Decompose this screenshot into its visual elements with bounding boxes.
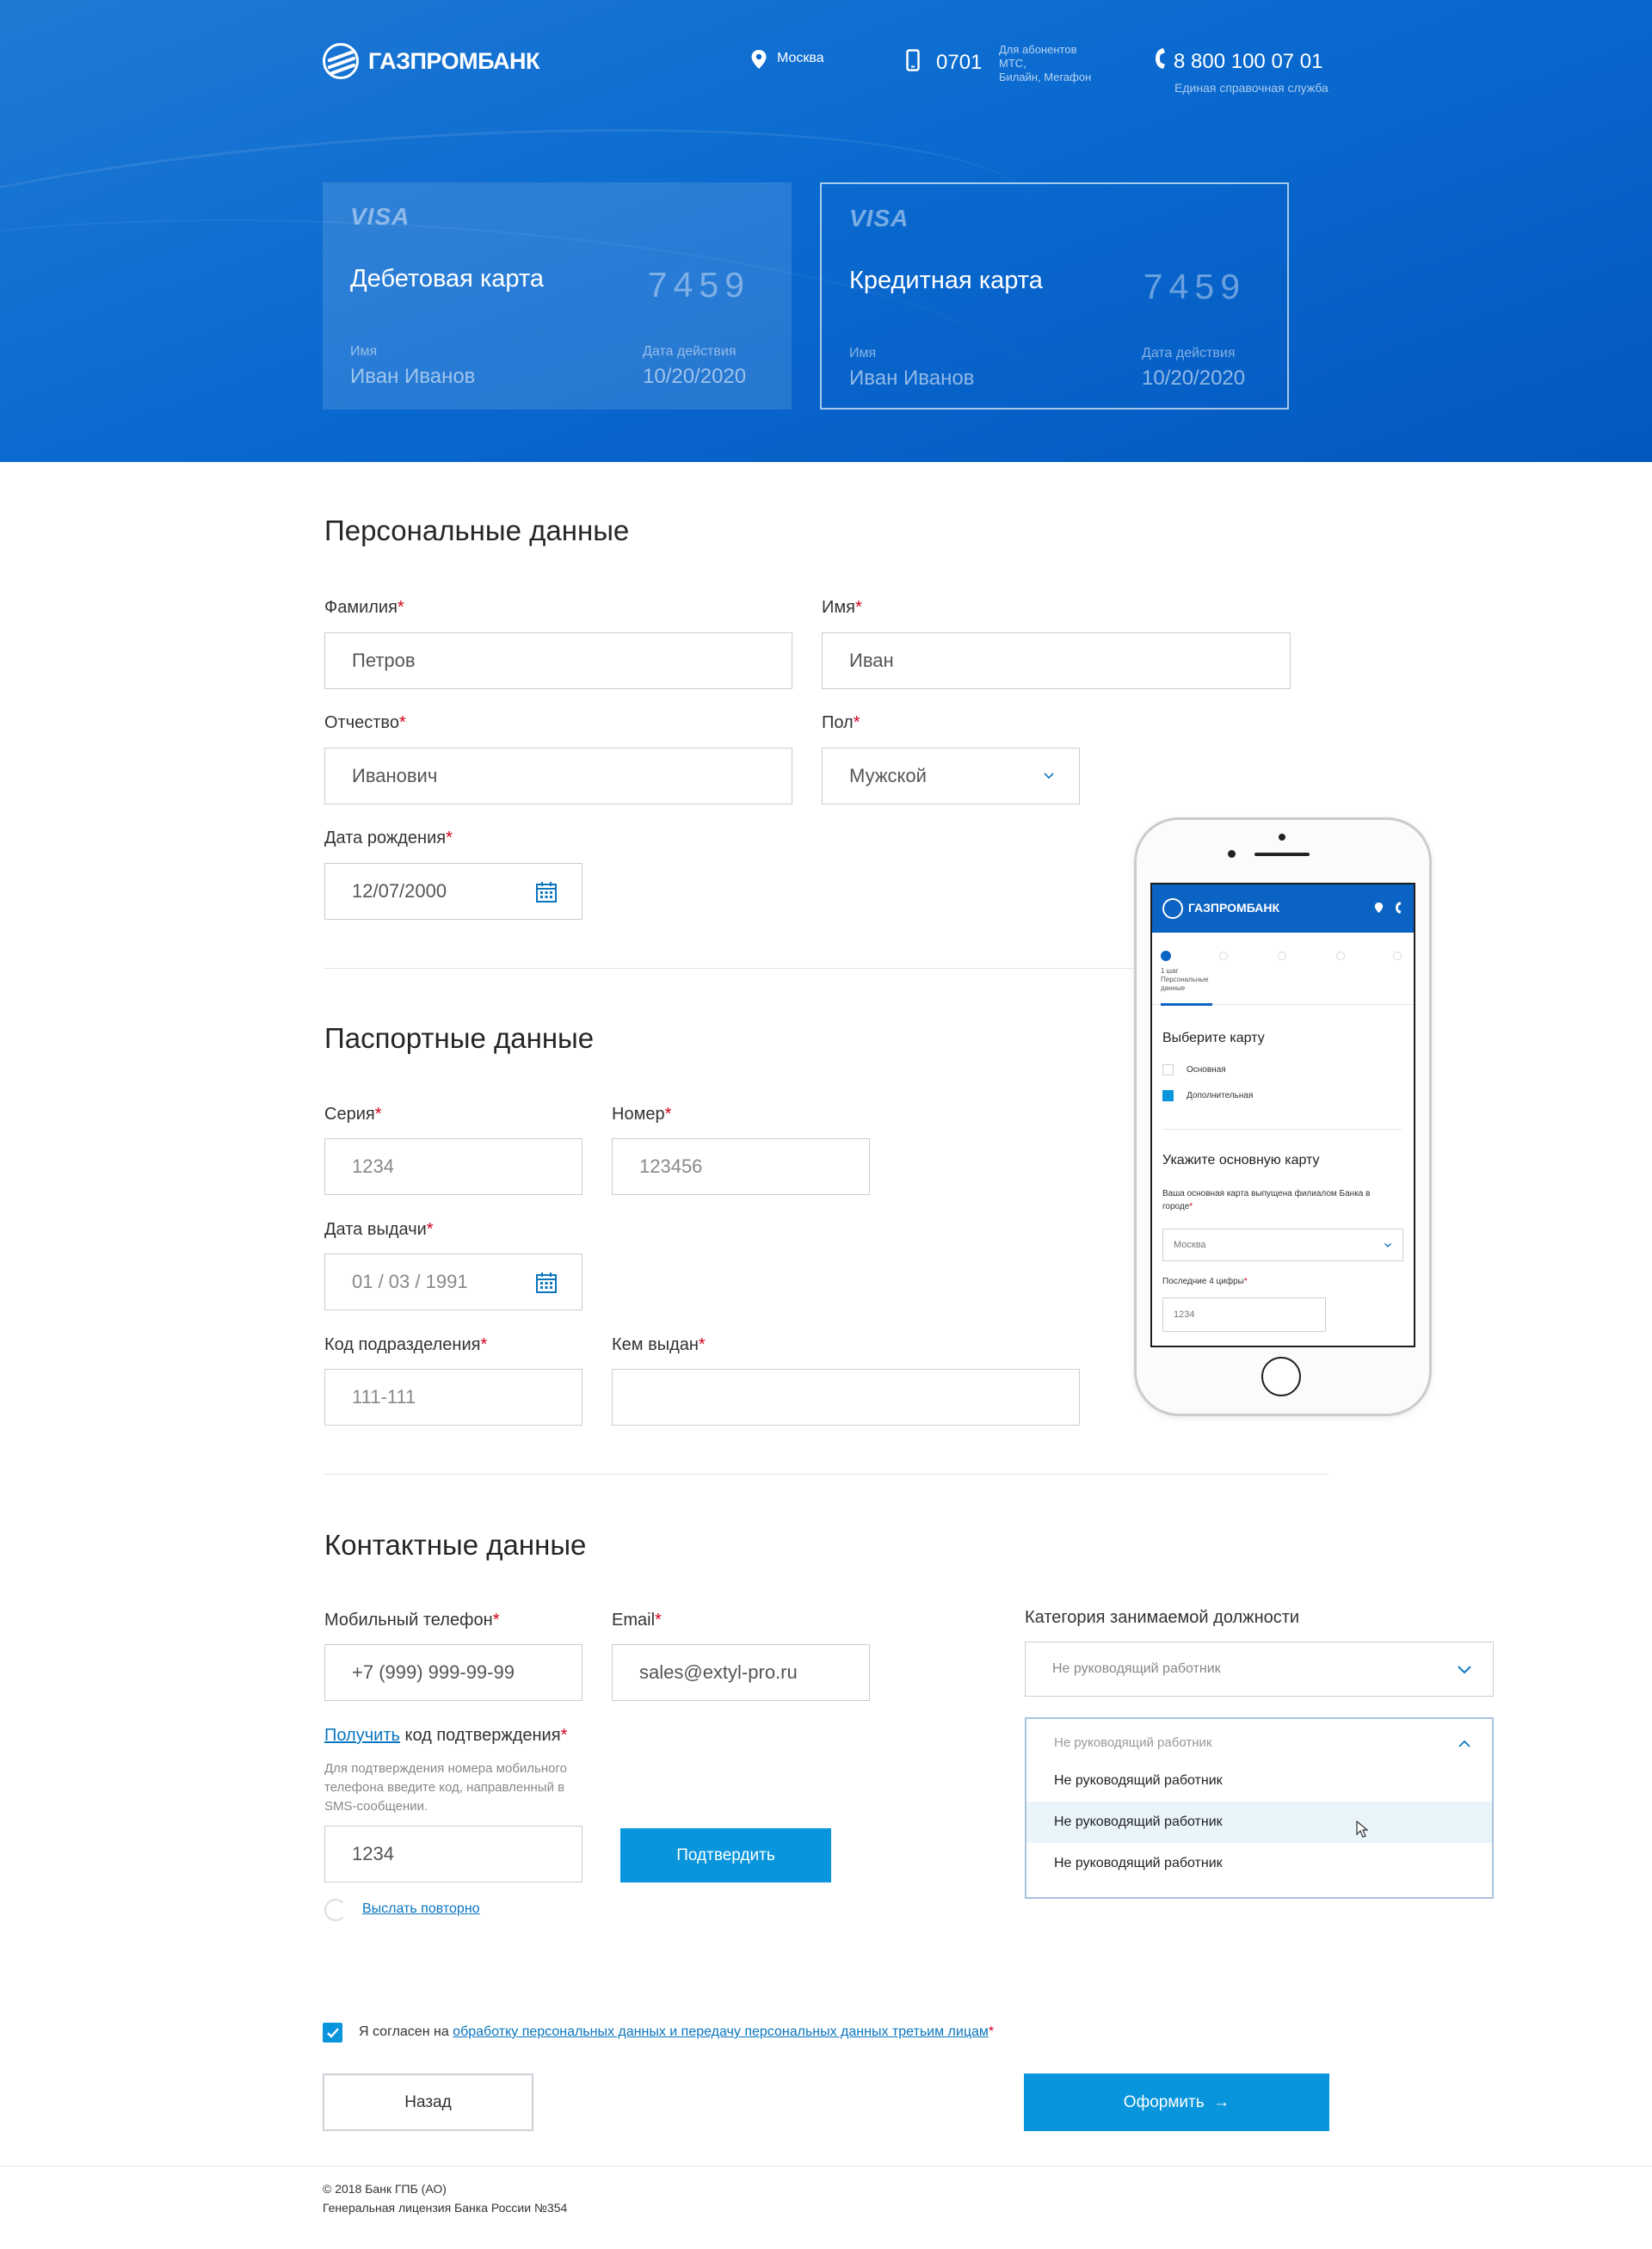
- phone-sensor: [1228, 850, 1236, 858]
- phone-label: Мобильный телефон*: [324, 1611, 500, 1630]
- card-name-label: Имя: [849, 346, 877, 360]
- code-label: Код подразделения*: [324, 1335, 488, 1354]
- main-card-title: Укажите основную карту: [1162, 1153, 1320, 1168]
- department-code-input[interactable]: 111-111: [324, 1369, 583, 1426]
- chevron-down-icon: [1457, 1665, 1472, 1675]
- name-input[interactable]: Иван: [822, 632, 1291, 689]
- chevron-up-icon: [1458, 1740, 1471, 1748]
- section-divider: [324, 968, 1136, 969]
- dropdown-option[interactable]: Не руководящий работник: [1054, 1773, 1223, 1788]
- phone-city-select: Москва: [1162, 1229, 1403, 1261]
- debit-card-option[interactable]: [323, 182, 792, 410]
- issued-by-label: Кем выдан*: [612, 1335, 706, 1354]
- passport-section-title: Паспортные данные: [324, 1022, 595, 1054]
- issued-by-input[interactable]: [612, 1369, 1080, 1426]
- resend-link[interactable]: Выслать повторно: [362, 1901, 480, 1916]
- issue-date-label: Дата выдачи*: [324, 1220, 434, 1239]
- name-label: Имя*: [822, 598, 862, 617]
- footer-copyright: © 2018 Банк ГПБ (АО): [323, 2182, 447, 2196]
- card-holder-name: Иван Иванов: [350, 365, 476, 388]
- visa-logo: VISA: [849, 205, 909, 231]
- location-pin-icon: [750, 49, 767, 70]
- choose-card-title: Выберите карту: [1162, 1031, 1265, 1045]
- card-number: 7459: [647, 265, 750, 305]
- card-date-label: Дата действия: [1142, 346, 1236, 360]
- series-label: Серия*: [324, 1105, 382, 1124]
- arrow-right-icon: →: [1208, 2093, 1230, 2111]
- step-dot: [1278, 952, 1286, 960]
- agreement-checkbox[interactable]: [323, 2023, 342, 2043]
- card-number: 7459: [1143, 267, 1246, 306]
- extra-card-checkbox-checked: [1162, 1090, 1174, 1101]
- mobile-phone-input[interactable]: +7 (999) 999-99-99: [324, 1644, 583, 1701]
- chevron-down-icon: [1384, 1242, 1392, 1248]
- gender-select[interactable]: Мужской: [822, 748, 1080, 804]
- position-label: Категория занимаемой должности: [1025, 1608, 1300, 1627]
- visa-logo: VISA: [350, 203, 410, 230]
- location-pin-icon: [1374, 902, 1384, 914]
- surname-input[interactable]: Петров: [324, 632, 792, 689]
- card-name-label: Имя: [350, 344, 378, 359]
- issue-date-input[interactable]: 01 / 03 / 1991: [324, 1254, 583, 1310]
- phone-screen: [1150, 883, 1415, 1347]
- handset-icon: [1395, 901, 1402, 915]
- bank-logo-text[interactable]: ГАЗПРОМБАНК: [368, 48, 539, 74]
- section-divider: [324, 1474, 1328, 1475]
- step-dot: [1336, 952, 1345, 960]
- mobile-phone-icon: [906, 49, 920, 71]
- birth-date-label: Дата рождения*: [324, 829, 453, 847]
- agreement-link[interactable]: обработку персональных данных и передачу персональных данных третьим лицам: [453, 2024, 989, 2039]
- submit-button[interactable]: Оформить →: [1024, 2073, 1329, 2131]
- checkmark-icon: [323, 2023, 342, 2043]
- gender-label: Пол*: [822, 713, 860, 732]
- surname-label: Фамилия*: [324, 598, 404, 617]
- phone-logo-text: ГАЗПРОМБАНК: [1188, 901, 1279, 915]
- handset-icon: [1154, 47, 1166, 70]
- passport-series-input[interactable]: 1234: [324, 1138, 583, 1195]
- main-card-checkbox: [1162, 1064, 1174, 1075]
- card-expiry-date: 10/20/2020: [643, 365, 747, 388]
- position-select[interactable]: Не руководящий работник: [1025, 1642, 1494, 1697]
- step-dot: [1393, 952, 1402, 960]
- phone-home-button: [1261, 1357, 1301, 1396]
- step-dot: [1219, 952, 1228, 960]
- hotline-note: Единая справочная служба: [1174, 81, 1328, 95]
- email-input[interactable]: sales@extyl-pro.ru: [612, 1644, 870, 1701]
- last4-label: Последние 4 цифры*: [1162, 1277, 1248, 1286]
- contacts-section-title: Контактные данные: [324, 1529, 587, 1561]
- dropdown-option[interactable]: Не руководящий работник: [1054, 1856, 1223, 1870]
- short-number-note: Для абонентов МТС, Билайн, Мегафон: [999, 43, 1092, 83]
- mouse-cursor-icon: [1356, 1821, 1368, 1838]
- calendar-icon[interactable]: [535, 1272, 558, 1294]
- position-dropdown[interactable]: [1025, 1717, 1494, 1899]
- agreement-text: Я согласен на обработку персональных данных и передачу персональных данных третьим лицам*: [359, 2024, 995, 2039]
- step-progress: [1161, 1003, 1212, 1006]
- dropdown-option-hovered[interactable]: Не руководящий работник: [1026, 1802, 1492, 1843]
- confirm-code-button[interactable]: Подтвердить: [620, 1828, 831, 1882]
- passport-number-input[interactable]: 123456: [612, 1138, 870, 1195]
- card-title: Кредитная карта: [849, 267, 1043, 294]
- phone-speaker: [1254, 853, 1310, 856]
- phone-camera: [1279, 834, 1285, 841]
- card-title: Дебетовая карта: [350, 265, 544, 293]
- dropdown-header[interactable]: Не руководящий работник: [1026, 1722, 1492, 1764]
- step-label: 1 шаг Персональные данные: [1161, 967, 1209, 992]
- chevron-down-icon: [1043, 772, 1055, 780]
- back-button[interactable]: Назад: [323, 2073, 533, 2131]
- patronymic-input[interactable]: Иванович: [324, 748, 792, 804]
- number-label: Номер*: [612, 1105, 672, 1124]
- bank-logo-icon[interactable]: [323, 43, 359, 79]
- patronymic-label: Отчество*: [324, 713, 406, 732]
- calendar-icon[interactable]: [535, 881, 558, 903]
- sms-hint: Для подтверждения номера мобильного телефона введите код, направленный в SMS-сообщении.: [324, 1761, 567, 1814]
- option-extra-label: Дополнительная: [1187, 1091, 1254, 1100]
- card-date-label: Дата действия: [643, 344, 737, 359]
- city-selector[interactable]: Москва: [777, 51, 824, 65]
- phone-last4-input: 1234: [1162, 1297, 1326, 1332]
- card-expiry-date: 10/20/2020: [1142, 367, 1246, 390]
- email-label: Email*: [612, 1611, 662, 1630]
- short-number[interactable]: 0701: [936, 51, 983, 74]
- hotline-number[interactable]: 8 800 100 07 01: [1174, 50, 1323, 73]
- credit-card-option[interactable]: [820, 182, 1289, 410]
- footer-license: Генеральная лицензия Банка России №354: [323, 2201, 568, 2215]
- get-code-label: Получить код подтверждения*: [324, 1726, 568, 1745]
- main-card-hint: Ваша основная карта выпущена филиалом Банка в городе*: [1162, 1189, 1371, 1211]
- option-main-label: Основная: [1187, 1065, 1226, 1075]
- personal-section-title: Персональные данные: [324, 514, 630, 546]
- get-code-link[interactable]: Получить: [324, 1726, 400, 1745]
- bank-logo-icon: [1162, 898, 1183, 919]
- card-holder-name: Иван Иванов: [849, 367, 975, 390]
- birth-date-input[interactable]: 12/07/2000: [324, 863, 583, 920]
- resend-spinner-icon: [324, 1899, 347, 1921]
- step-1-check-icon: [1161, 951, 1171, 961]
- sms-code-input[interactable]: 1234: [324, 1826, 583, 1882]
